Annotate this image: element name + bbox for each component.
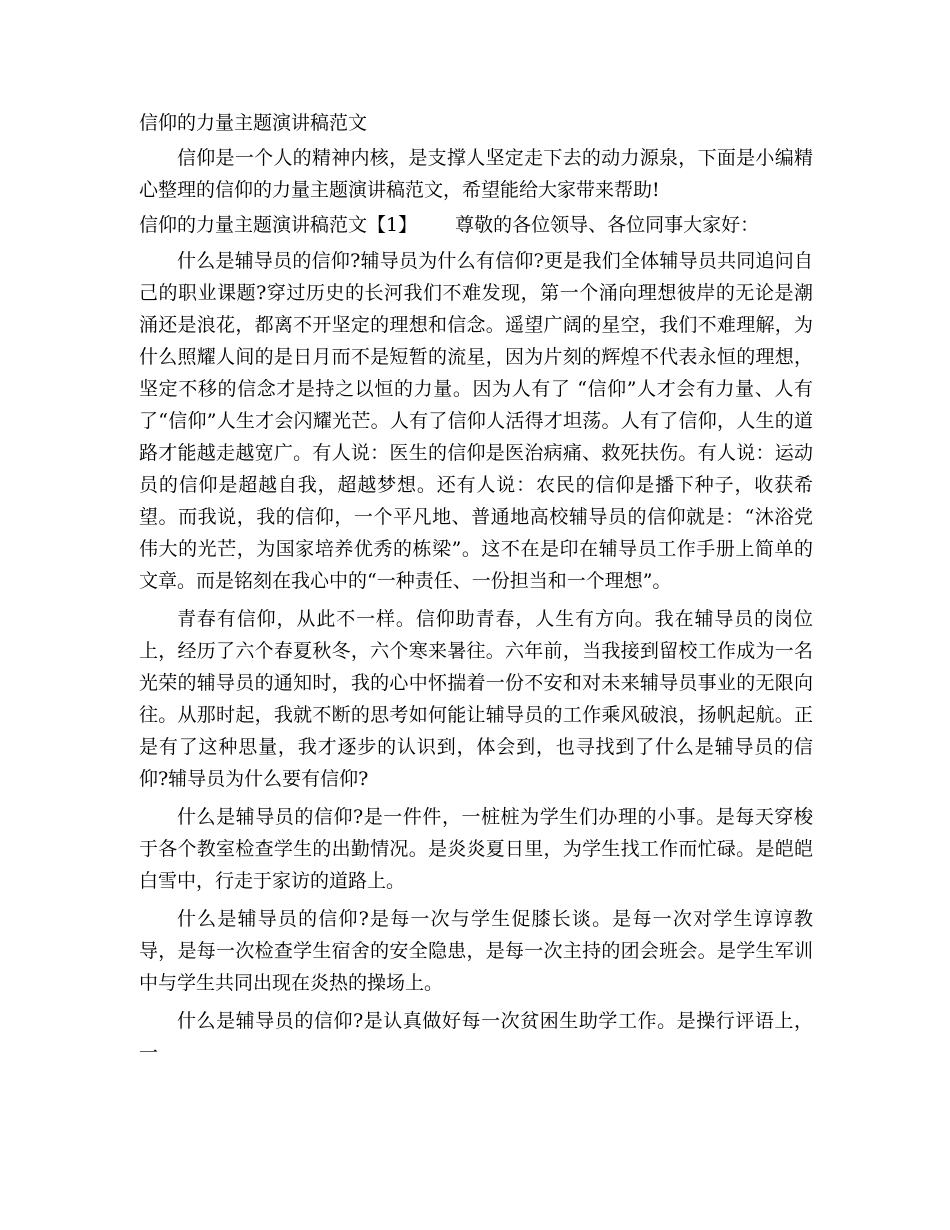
body-paragraph-5: 什么是辅导员的信仰?是认真做好每一次贫困生助学工作。是操行评语上，一: [139, 1010, 813, 1064]
body-paragraph-1: 什么是辅导员的信仰?辅导员为什么有信仰?更是我们全体辅导员共同追问自己的职业课题?穿过历史的长河我们不难发现，第一个涌向理想彼岸的无论是潮涌还是浪花，都离不开坚定的理想和信念。遥望广阔的星空，我们不难理解，为什么照耀人间的是日月而不是短暂的流星，因为片刻的辉煌不代表永恒的理想，坚定不移的信念才是持之以恒的力量。因为人有了 “信仰”人才会有力量、人有了“信仰”人生才会闪耀光芒。人有了信仰人活得才坦荡。人有了信仰，人生的道路才能越走越宽广。有人说：医生的信仰是医治病痛、救死扶伤。有人说：运动员的信仰是超越自我，超越梦想。还有人说：农民的信仰是播下种子，收获希望。而我说，我的信仰，一个平凡地、普通地高校辅导员的信仰就是：“沐浴党伟大的光芒，为国家培养优秀的栋梁”。这不在是印在辅导员工作手册上简单的文章。而是铭刻在我心中的“一种责任、一份担当和一个理想”。: [139, 250, 813, 592]
salutation: 尊敬的各位领导、各位同事大家好：: [455, 214, 760, 236]
document-title: 信仰的力量主题演讲稿范文: [139, 112, 368, 134]
spacer: [139, 135, 813, 142]
body-paragraph-2: 青春有信仰，从此不一样。信仰助青春，人生有方向。我在辅导员的岗位上，经历了六个春夏秋冬，六个寒来暑往。六年前，当我接到留校工作成为一名光荣的辅导员的通知时，我的心中怀揣着一份不安和对未来辅导员事业的无限向往。从那时起，我就不断的思考如何能让辅导员的工作乘风破浪，扬帆起航。正是有了这种思量，我才逐步的认识到，体会到，也寻找到了什么是辅导员的信仰?辅导员为什么要有信仰?: [139, 608, 813, 790]
section-heading: 信仰的力量主题演讲稿范文【1】: [139, 214, 418, 236]
body-paragraph-3: 什么是辅导员的信仰?是一件件，一桩桩为学生们办理的小事。是每天穿梭于各个教室检查学生的出勤情况。是炎炎夏日里，为学生找工作而忙碌。是皑皑白雪中，行走于家访的道路上。: [139, 806, 813, 892]
document-page: [139, 112, 813, 1069]
intro-paragraph: 信仰是一个人的精神内核，是支撑人坚定走下去的动力源泉，下面是小编精心整理的信仰的力量主题演讲稿范文，希望能给大家带来帮助!: [139, 147, 813, 201]
section-heading-row: [139, 214, 813, 237]
body-paragraph-4: 什么是辅导员的信仰?是每一次与学生促膝长谈。是每一次对学生谆谆教导，是每一次检查学生宿舍的安全隐患，是每一次主持的团会班会。是学生军训中与学生共同出现在炎热的操场上。: [139, 908, 813, 994]
